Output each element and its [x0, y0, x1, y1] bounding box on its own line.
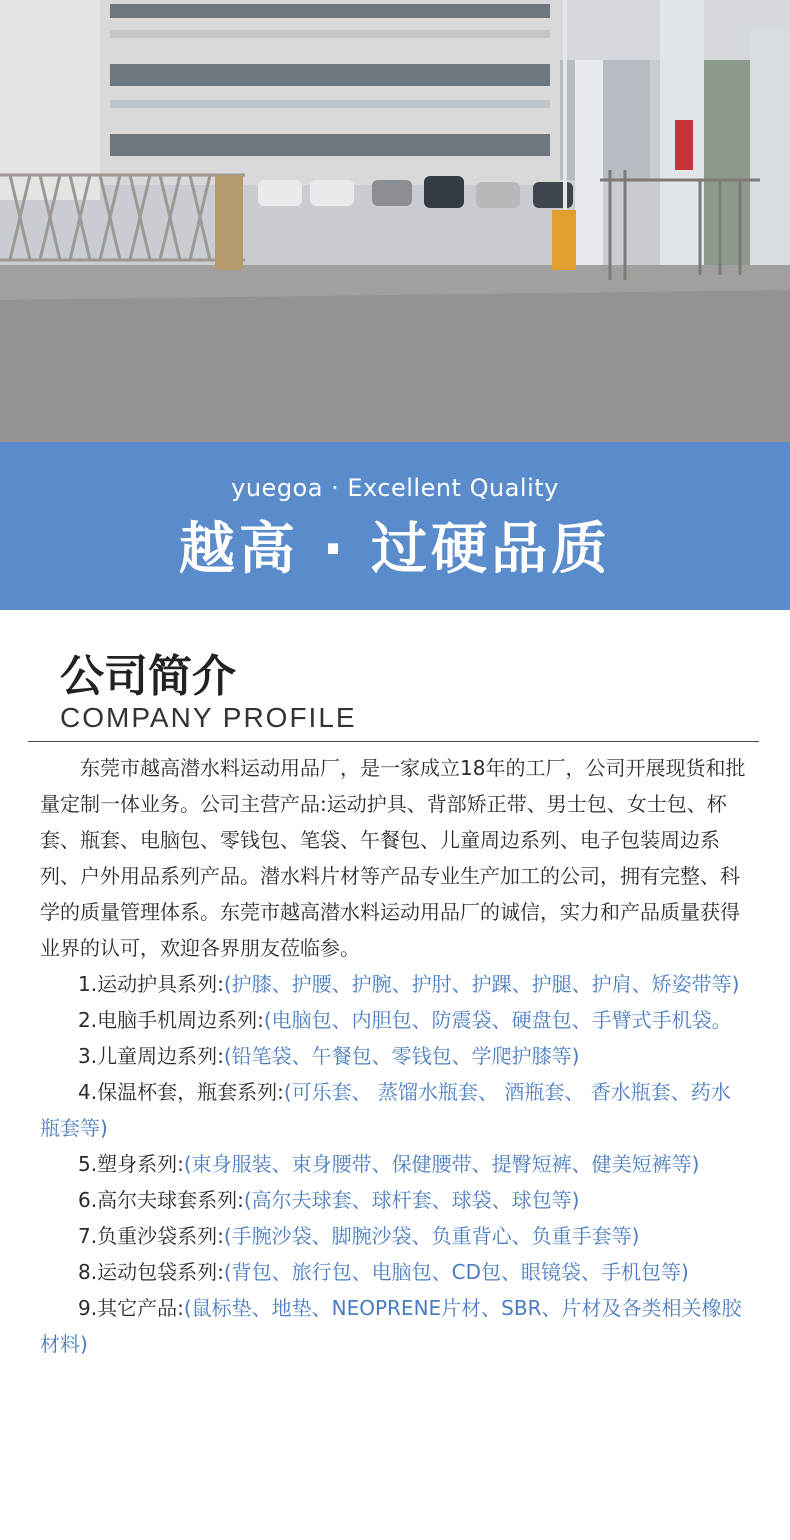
series-products: (可乐套、 蒸馏水瓶套、 酒瓶套、 香水瓶套、药水瓶套等): [40, 1080, 731, 1140]
product-series-item: [40, 1290, 748, 1362]
product-series-item: [40, 966, 748, 1002]
profile-title-cn: 公司简介: [60, 651, 236, 702]
factory-scene: [0, 0, 790, 442]
intro-paragraph: 东莞市越高潜水料运动用品厂，是一家成立18年的工厂，公司开展现货和批量定制一体业务。公司主营产品:运动护具、背部矫正带、男士包、女士包、杯套、瓶套、电脑包、零钱包、笔袋、午餐包、儿童周边系列、电子包装周边系列、户外用品系列产品。潜水料片材等产品专业生产加工的公司，拥有完整、科学的质量管理体系。东莞市越高潜水料运动用品厂的诚信，实力和产品质量获得业界的认可，欢迎各界朋友莅临参。: [40, 756, 746, 960]
factory-entrance-photo: [0, 0, 790, 442]
series-products: (护膝、护腰、护腕、护肘、护踝、护腿、护肩、矫姿带等): [223, 972, 740, 996]
section-divider: [28, 741, 759, 742]
product-series-item: [40, 1038, 748, 1074]
banner-subtitle: yuegoa · Excellent Quality: [231, 474, 559, 502]
series-label: 5.塑身系列:: [78, 1152, 184, 1176]
product-series-item: [40, 1182, 748, 1218]
series-products: (手腕沙袋、脚腕沙袋、负重背心、负重手套等): [223, 1224, 640, 1248]
series-label: 7.负重沙袋系列:: [78, 1224, 224, 1248]
product-series-item: [40, 1146, 748, 1182]
series-label: 3.儿童周边系列:: [78, 1044, 224, 1068]
series-label: 6.高尔夫球套系列:: [78, 1188, 244, 1212]
series-label: 8.运动包袋系列:: [78, 1260, 224, 1284]
series-label: 2.电脑手机周边系列:: [78, 1008, 264, 1032]
product-series-item: [40, 1218, 748, 1254]
slogan-banner: [0, 442, 790, 610]
series-label: 1.运动护具系列:: [78, 972, 224, 996]
series-products: (束身服装、束身腰带、保健腰带、提臀短裤、健美短裤等): [183, 1152, 700, 1176]
series-products: (背包、旅行包、电脑包、CD包、眼镜袋、手机包等): [223, 1260, 689, 1284]
series-products: (电脑包、内胆包、防震袋、硬盘包、手臂式手机袋。: [263, 1008, 732, 1032]
product-series-item: [40, 1074, 748, 1146]
series-products: (铅笔袋、午餐包、零钱包、学爬护膝等): [223, 1044, 580, 1068]
product-series-item: [40, 1254, 748, 1290]
series-products: (高尔夫球套、球杆套、球袋、球包等): [243, 1188, 580, 1212]
series-label: 9.其它产品:: [78, 1296, 184, 1320]
profile-title-en: COMPANY PROFILE: [60, 702, 357, 733]
banner-title: 越高 · 过硬品质: [178, 517, 612, 582]
series-label: 4.保温杯套，瓶套系列:: [78, 1080, 284, 1104]
profile-body: [40, 750, 748, 1362]
product-series-item: [40, 1002, 748, 1038]
series-products: (鼠标垫、地垫、NEOPRENE片材、SBR、片材及各类相关橡胶材料): [40, 1296, 742, 1356]
